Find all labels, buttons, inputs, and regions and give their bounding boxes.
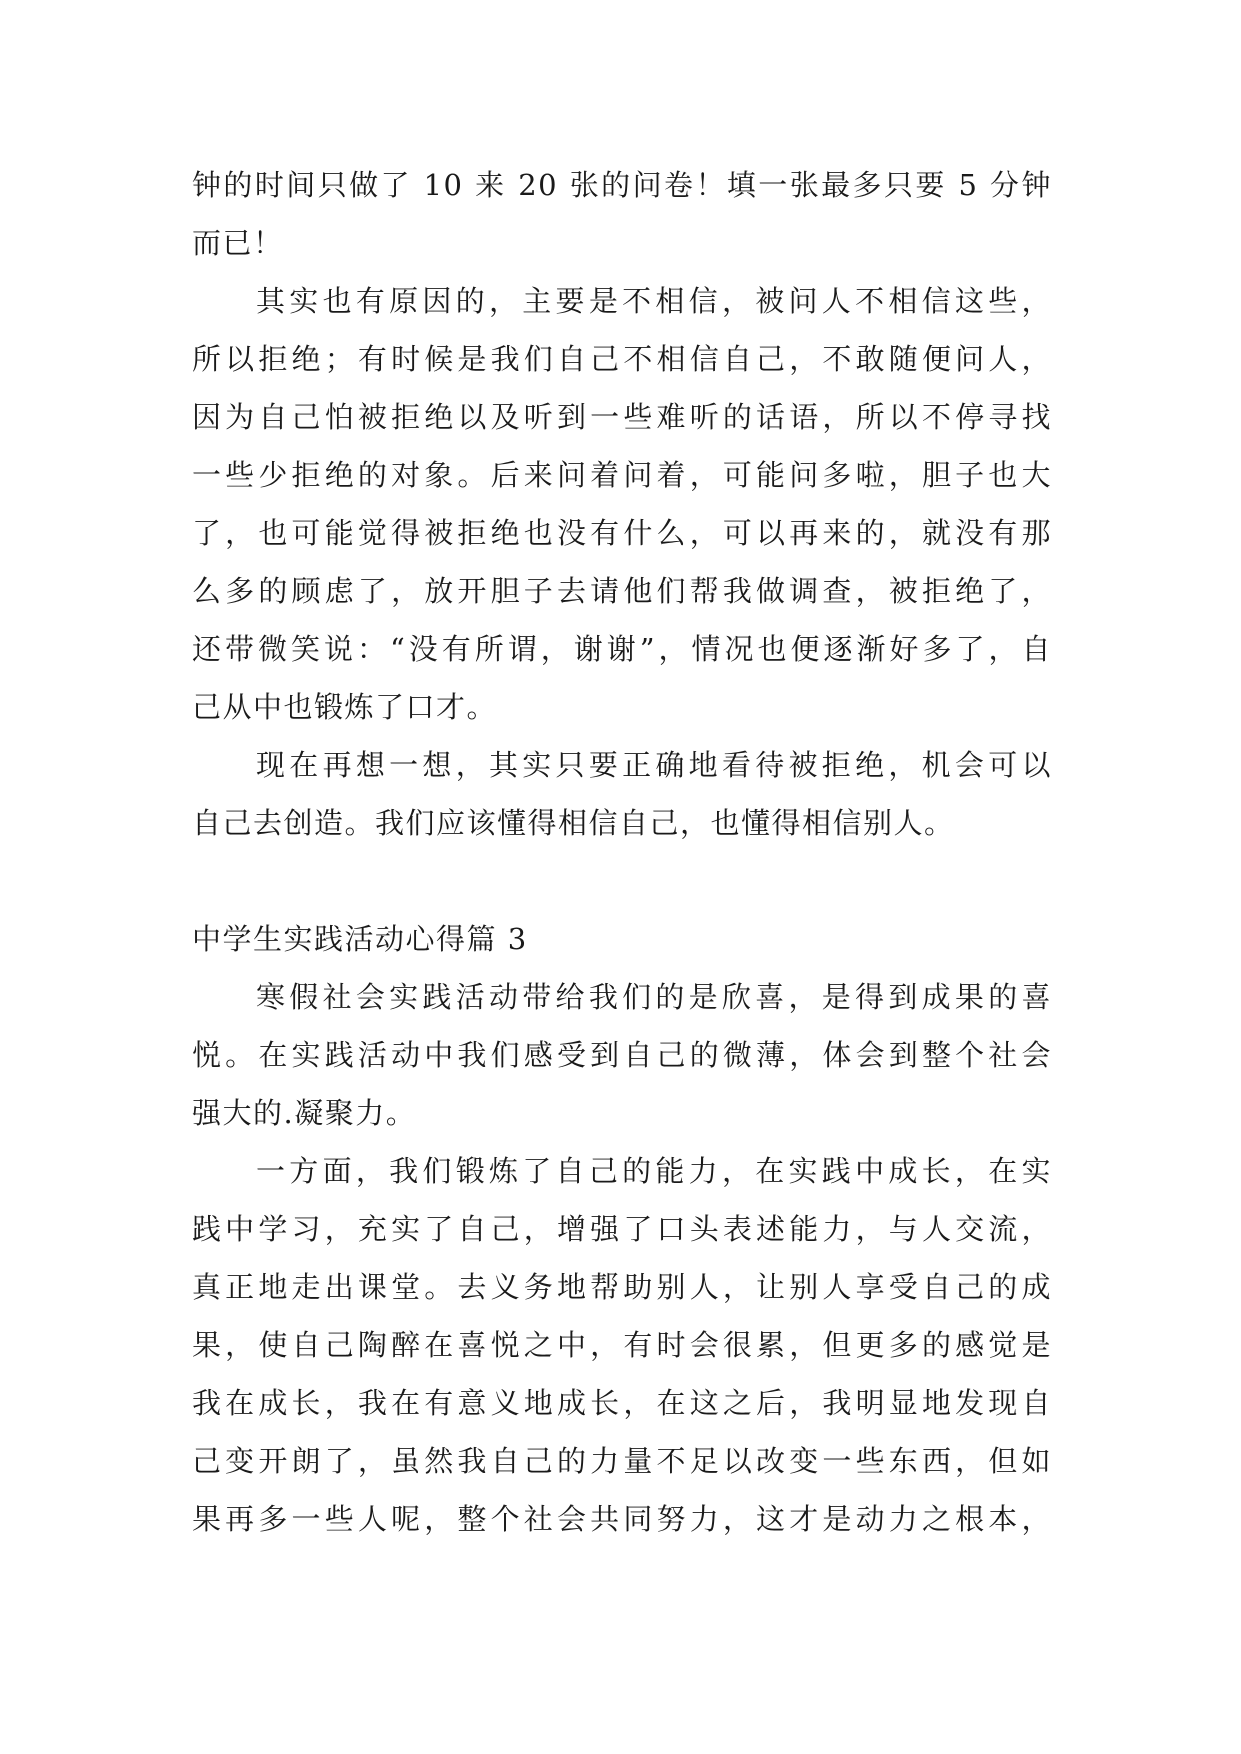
text-line: 么多的顾虑了，放开胆子去请他们帮我做调查，被拒绝了， — [192, 574, 1052, 608]
text-line: 钟的时间只做了 10 来 20 张的问卷！填一张最多只要 5 分钟 — [192, 168, 1052, 202]
paragraph-reflection — [192, 736, 1052, 852]
section-title: 中学生实践活动心得篇 3 — [192, 922, 528, 956]
text-line: 其实也有原因的，主要是不相信，被问人不相信这些， — [256, 284, 1052, 318]
text-line: 而已！ — [192, 226, 284, 260]
text-line: 真正地走出课堂。去义务地帮助别人，让别人享受自己的成 — [192, 1270, 1052, 1304]
text-line: 己从中也锻炼了口才。 — [192, 690, 498, 724]
text-line: 强大的.凝聚力。 — [192, 1096, 417, 1130]
section-heading — [192, 910, 1052, 968]
text-line: 一方面，我们锻炼了自己的能力，在实践中成长，在实 — [256, 1154, 1052, 1188]
text-line: 了，也可能觉得被拒绝也没有什么，可以再来的，就没有那 — [192, 516, 1052, 550]
text-line: 因为自己怕被拒绝以及听到一些难听的话语，所以不停寻找 — [192, 400, 1052, 434]
text-line: 悦。在实践活动中我们感受到自己的微薄，体会到整个社会 — [192, 1038, 1052, 1072]
text-line: 现在再想一想，其实只要正确地看待被拒绝，机会可以 — [256, 748, 1052, 782]
text-line: 果，使自己陶醉在喜悦之中，有时会很累，但更多的感觉是 — [192, 1328, 1052, 1362]
text-line: 我在成长，我在有意义地成长，在这之后，我明显地发现自 — [192, 1386, 1052, 1420]
text-line: 还带微笑说：“没有所谓，谢谢”，情况也便逐渐好多了，自 — [192, 632, 1052, 666]
paragraph-continuation — [192, 156, 1052, 272]
text-line: 所以拒绝；有时候是我们自己不相信自己，不敢随便问人， — [192, 342, 1052, 376]
text-line: 己变开朗了，虽然我自己的力量不足以改变一些东西，但如 — [192, 1444, 1052, 1478]
paragraph-ability-growth — [192, 1142, 1052, 1548]
text-line: 寒假社会实践活动带给我们的是欣喜，是得到成果的喜 — [256, 980, 1052, 1014]
text-line: 果再多一些人呢，整个社会共同努力，这才是动力之根本， — [192, 1502, 1052, 1536]
text-line: 一些少拒绝的对象。后来问着问着，可能问多啦，胆子也大 — [192, 458, 1052, 492]
paragraph-refusal-reasons — [192, 272, 1052, 736]
paragraph-winter-practice — [192, 968, 1052, 1142]
text-line: 自己去创造。我们应该懂得相信自己，也懂得相信别人。 — [192, 806, 955, 840]
text-line: 践中学习，充实了自己，增强了口头表述能力，与人交流， — [192, 1212, 1052, 1246]
